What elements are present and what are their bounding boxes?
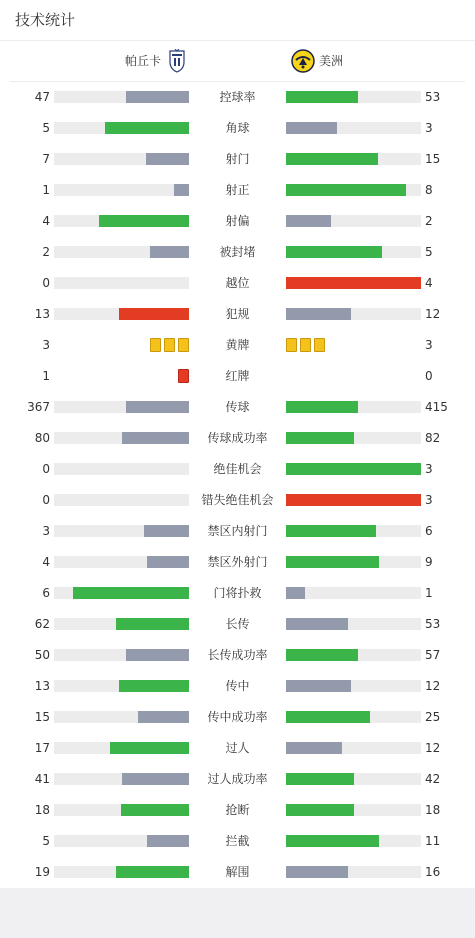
- home-stat-bar-track: [54, 246, 189, 258]
- home-stat-value: 3: [42, 524, 50, 538]
- stat-label: 角球: [225, 121, 250, 135]
- away-stat-value: 3: [425, 338, 433, 352]
- away-stat-value: 0: [425, 369, 433, 383]
- home-stat-value: 18: [34, 803, 50, 817]
- away-stat-bar-track: [286, 711, 421, 723]
- home-stat-bar: [150, 246, 189, 258]
- home-stat-value: 13: [34, 307, 50, 321]
- home-stat-bar: [138, 711, 189, 723]
- stat-label: 传中成功率: [207, 710, 268, 724]
- away-stat-bar: [286, 711, 370, 723]
- away-stat-bar: [286, 308, 351, 320]
- away-stat-bar: [286, 91, 358, 103]
- away-stat-value: 9: [425, 555, 433, 569]
- away-stat-bar: [286, 773, 354, 785]
- stat-label: 错失绝佳机会: [201, 493, 274, 507]
- home-stat-bar-track: [54, 618, 189, 630]
- home-stat-bar-track: [54, 122, 189, 134]
- away-stat-bar: [286, 246, 382, 258]
- stat-label: 犯规: [225, 307, 250, 321]
- home-stat-bar: [126, 91, 189, 103]
- home-stat-bar: [122, 773, 189, 785]
- away-stat-bar-track: [286, 494, 421, 506]
- stat-row: [0, 831, 475, 851]
- home-stat-bar-track: [54, 866, 189, 878]
- stat-label: 红牌: [225, 369, 250, 383]
- home-stat-value: 4: [42, 214, 50, 228]
- away-stat-bar-track: [286, 773, 421, 785]
- home-stat-value: 13: [34, 679, 50, 693]
- away-stat-value: 5: [425, 245, 433, 259]
- away-stat-value: 12: [425, 307, 441, 321]
- home-stat-value: 41: [34, 772, 50, 786]
- away-stat-bar: [286, 680, 351, 692]
- home-stat-bar: [121, 804, 189, 816]
- yellow-card-icon: [300, 338, 311, 352]
- home-stat-bar: [110, 742, 189, 754]
- yellow-card-icon: [150, 338, 161, 352]
- home-stat-value: 1: [42, 369, 50, 383]
- away-stat-bar-track: [286, 866, 421, 878]
- home-stat-bar: [144, 525, 189, 537]
- stat-label: 过人: [225, 741, 250, 755]
- home-stat-bar-track: [54, 308, 189, 320]
- home-stat-bar-track: [54, 432, 189, 444]
- away-stat-bar: [286, 401, 358, 413]
- away-stat-value: 16: [425, 865, 441, 879]
- home-stat-bar: [122, 432, 189, 444]
- away-stat-value: 82: [425, 431, 441, 445]
- home-stat-value: 15: [34, 710, 50, 724]
- home-stat-value: 17: [34, 741, 50, 755]
- away-stat-value: 12: [425, 741, 441, 755]
- stat-row: [0, 459, 475, 479]
- away-stat-bar: [286, 432, 354, 444]
- home-stat-bar-track: [54, 835, 189, 847]
- home-stat-value: 80: [34, 431, 50, 445]
- away-stat-bar-track: [286, 835, 421, 847]
- home-stat-bar: [146, 153, 189, 165]
- away-cards: [286, 338, 325, 352]
- stat-label: 控球率: [219, 90, 256, 104]
- away-stat-value: 11: [425, 834, 441, 848]
- home-stat-value: 2: [42, 245, 50, 259]
- stat-label: 越位: [225, 276, 250, 290]
- home-stat-bar-track: [54, 742, 189, 754]
- home-stat-bar-track: [54, 184, 189, 196]
- stat-row: [0, 180, 475, 200]
- stat-row: [0, 149, 475, 169]
- away-stat-bar-track: [286, 122, 421, 134]
- home-stat-bar: [73, 587, 189, 599]
- away-stat-bar-track: [286, 587, 421, 599]
- stat-row: [0, 366, 475, 386]
- home-stat-bar-track: [54, 680, 189, 692]
- stat-row: [0, 521, 475, 541]
- away-stat-bar: [286, 122, 337, 134]
- away-stat-bar: [286, 649, 358, 661]
- stat-label: 绝佳机会: [213, 462, 262, 476]
- away-stat-bar: [286, 215, 331, 227]
- away-stat-bar-track: [286, 246, 421, 258]
- stat-row: [0, 552, 475, 572]
- stat-label: 传中: [225, 679, 250, 693]
- stat-row: [0, 273, 475, 293]
- stat-label: 禁区内射门: [207, 524, 268, 538]
- stat-label: 禁区外射门: [207, 555, 268, 569]
- home-stat-value: 6: [42, 586, 50, 600]
- home-stat-bar: [147, 556, 189, 568]
- stat-label: 传球成功率: [207, 431, 268, 445]
- teams-header: [0, 41, 475, 81]
- away-team-crest-icon: [291, 49, 315, 73]
- stat-row: [0, 118, 475, 138]
- home-stat-bar: [126, 401, 189, 413]
- away-stat-bar-track: [286, 432, 421, 444]
- away-stat-value: 15: [425, 152, 441, 166]
- yellow-card-icon: [314, 338, 325, 352]
- home-stat-bar-track: [54, 401, 189, 413]
- stat-row: [0, 397, 475, 417]
- stat-row: [0, 862, 475, 882]
- home-stat-bar-track: [54, 556, 189, 568]
- stat-row: [0, 304, 475, 324]
- stat-label: 拦截: [225, 834, 250, 848]
- stat-label: 传球: [225, 400, 250, 414]
- away-stat-value: 415: [425, 400, 448, 414]
- home-stat-value: 5: [42, 834, 50, 848]
- away-team-name: 美洲: [319, 54, 344, 68]
- yellow-card-icon: [178, 338, 189, 352]
- yellow-card-icon: [286, 338, 297, 352]
- away-stat-value: 3: [425, 462, 433, 476]
- away-stat-bar-track: [286, 184, 421, 196]
- home-stat-bar-track: [54, 711, 189, 723]
- home-stat-bar-track: [54, 463, 189, 475]
- away-stat-bar-track: [286, 742, 421, 754]
- away-stat-bar-track: [286, 401, 421, 413]
- home-stat-bar-track: [54, 494, 189, 506]
- away-stat-value: 57: [425, 648, 441, 662]
- away-stat-bar: [286, 494, 421, 506]
- away-stat-value: 3: [425, 121, 433, 135]
- home-stat-bar-track: [54, 649, 189, 661]
- home-stat-value: 367: [27, 400, 50, 414]
- stat-row: [0, 614, 475, 634]
- away-stat-value: 53: [425, 617, 441, 631]
- stat-row: [0, 87, 475, 107]
- away-stat-bar: [286, 742, 342, 754]
- stat-label: 射偏: [225, 214, 250, 228]
- stat-label: 黄牌: [225, 338, 250, 352]
- home-stat-bar: [105, 122, 189, 134]
- away-stat-bar-track: [286, 525, 421, 537]
- home-stat-bar: [116, 866, 189, 878]
- away-stat-value: 42: [425, 772, 441, 786]
- away-stat-bar: [286, 463, 421, 475]
- home-stat-bar-track: [54, 277, 189, 289]
- home-stat-bar-track: [54, 525, 189, 537]
- home-stat-value: 47: [34, 90, 50, 104]
- away-stat-bar-track: [286, 463, 421, 475]
- home-stat-bar: [126, 649, 189, 661]
- away-stat-value: 25: [425, 710, 441, 724]
- home-stat-bar: [99, 215, 189, 227]
- home-stat-bar: [116, 618, 189, 630]
- away-stat-bar: [286, 618, 348, 630]
- stat-row: [0, 335, 475, 355]
- stat-label: 被封堵: [219, 245, 256, 259]
- stat-label: 射正: [225, 183, 250, 197]
- away-stat-value: 4: [425, 276, 433, 290]
- away-stat-value: 2: [425, 214, 433, 228]
- home-stat-value: 0: [42, 493, 50, 507]
- away-stat-value: 8: [425, 183, 433, 197]
- home-stat-bar-track: [54, 215, 189, 227]
- home-team-crest-icon: [168, 49, 186, 73]
- away-stat-bar-track: [286, 153, 421, 165]
- away-stat-bar: [286, 556, 379, 568]
- away-stat-bar-track: [286, 308, 421, 320]
- stat-row: [0, 428, 475, 448]
- away-stat-bar: [286, 587, 305, 599]
- home-stat-bar: [174, 184, 189, 196]
- home-stat-value: 7: [42, 152, 50, 166]
- home-stat-value: 0: [42, 462, 50, 476]
- teams-divider: [10, 81, 465, 82]
- home-stat-value: 1: [42, 183, 50, 197]
- away-stat-value: 18: [425, 803, 441, 817]
- stat-label: 射门: [225, 152, 250, 166]
- yellow-card-icon: [164, 338, 175, 352]
- home-stat-value: 5: [42, 121, 50, 135]
- home-stat-bar-track: [54, 773, 189, 785]
- stat-row: [0, 707, 475, 727]
- stat-row: [0, 211, 475, 231]
- away-stat-bar-track: [286, 91, 421, 103]
- home-stat-value: 3: [42, 338, 50, 352]
- stat-label: 解围: [225, 865, 250, 879]
- stat-row: [0, 645, 475, 665]
- away-stat-bar-track: [286, 277, 421, 289]
- away-stat-bar: [286, 866, 348, 878]
- red-card-icon: [178, 369, 189, 383]
- stat-label: 过人成功率: [207, 772, 268, 786]
- stat-label: 抢断: [225, 803, 250, 817]
- home-stat-value: 50: [34, 648, 50, 662]
- away-stat-bar: [286, 804, 354, 816]
- away-stat-bar: [286, 153, 378, 165]
- away-stat-value: 12: [425, 679, 441, 693]
- home-stat-value: 19: [34, 865, 50, 879]
- stat-row: [0, 676, 475, 696]
- home-stat-bar-track: [54, 91, 189, 103]
- home-stat-bar: [119, 680, 189, 692]
- stat-row: [0, 490, 475, 510]
- away-stat-bar: [286, 525, 376, 537]
- away-stat-bar: [286, 835, 379, 847]
- stat-label: 长传: [225, 617, 250, 631]
- away-stat-bar-track: [286, 556, 421, 568]
- away-stat-bar: [286, 184, 406, 196]
- stat-row: [0, 583, 475, 603]
- away-stat-value: 1: [425, 586, 433, 600]
- away-stat-bar-track: [286, 618, 421, 630]
- home-stat-bar-track: [54, 153, 189, 165]
- away-stat-value: 53: [425, 90, 441, 104]
- away-stat-value: 6: [425, 524, 433, 538]
- stat-row: [0, 738, 475, 758]
- stat-row: [0, 800, 475, 820]
- home-stat-bar-track: [54, 587, 189, 599]
- away-stat-bar-track: [286, 649, 421, 661]
- home-stat-bar: [119, 308, 189, 320]
- away-stat-value: 3: [425, 493, 433, 507]
- home-stat-value: 0: [42, 276, 50, 290]
- home-cards: [150, 338, 189, 352]
- home-team-name: 帕丘卡: [124, 54, 161, 68]
- stat-label: 长传成功率: [207, 648, 268, 662]
- home-stat-bar-track: [54, 804, 189, 816]
- stat-row: [0, 769, 475, 789]
- stat-row: [0, 242, 475, 262]
- stat-label: 门将扑救: [213, 586, 262, 600]
- home-stat-value: 62: [34, 617, 50, 631]
- away-stat-bar: [286, 277, 421, 289]
- away-stat-bar-track: [286, 680, 421, 692]
- page-title: 技术统计: [15, 11, 76, 29]
- home-stat-bar: [147, 835, 189, 847]
- away-stat-bar-track: [286, 215, 421, 227]
- home-cards: [178, 369, 189, 383]
- home-stat-value: 4: [42, 555, 50, 569]
- away-stat-bar-track: [286, 804, 421, 816]
